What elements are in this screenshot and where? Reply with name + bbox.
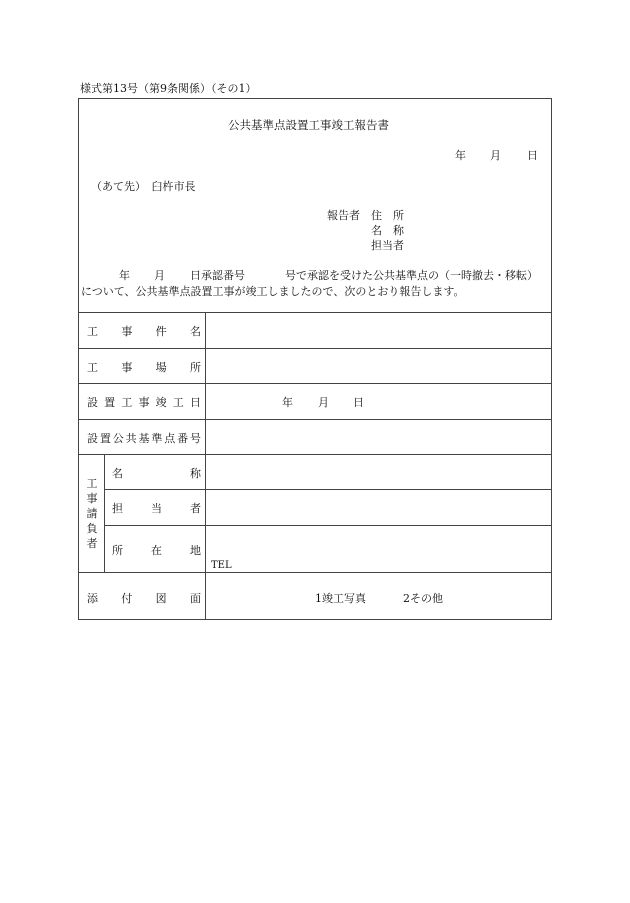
contractor-person-label: 担 当 者 — [112, 502, 201, 515]
attachments-label: 添 付 図 面 — [87, 592, 201, 605]
date-year: 年 — [455, 149, 466, 162]
row-divider — [79, 383, 551, 384]
reporter-label: 報告者 — [327, 209, 360, 222]
construction-name-label: 工 事 件 名 — [87, 325, 201, 338]
completion-day: 日 — [353, 396, 364, 409]
document-title: 公共基準点設置工事竣工報告書 — [228, 118, 389, 132]
table-top-line — [79, 312, 551, 313]
reporter-person-label: 担当者 — [371, 239, 404, 252]
attachment-photos: 1竣工写真 — [315, 592, 366, 605]
contractor-location-label: 所 在 地 — [112, 544, 201, 557]
addressee: （あて先） 臼杵市長 — [91, 180, 196, 193]
body-line1-rest: 号で承認を受けた公共基準点の（一時撤去・移転） — [285, 269, 538, 282]
contractor-column-divider — [104, 454, 105, 572]
date-month: 月 — [490, 149, 501, 162]
completion-year: 年 — [282, 396, 293, 409]
body-year: 年 — [119, 269, 130, 282]
construction-place-label: 工 事 場 所 — [87, 361, 201, 374]
row-divider — [79, 572, 551, 573]
date-line — [455, 147, 538, 163]
row-divider — [104, 525, 551, 526]
body-month: 月 — [154, 269, 165, 282]
row-divider — [79, 419, 551, 420]
body-text-line-2: について、公共基準点設置工事が竣工しましたので、次のとおり報告します。 — [81, 285, 465, 298]
completion-date-value — [282, 394, 364, 410]
contractor-tel-label: TEL — [211, 560, 232, 571]
body-day-approval: 日承認番号 — [190, 269, 245, 282]
form-number-label: 様式第13号（第9条関係）（その1） — [80, 82, 257, 95]
contractor-label: 工 事 請 負 者 — [86, 477, 98, 550]
row-divider — [79, 348, 551, 349]
completion-month: 月 — [318, 396, 329, 409]
attachment-other: 2その他 — [403, 592, 443, 605]
row-divider — [79, 454, 551, 455]
completion-date-label: 設 置 工 事 竣 工 日 — [87, 396, 201, 409]
report-form — [78, 98, 552, 620]
row-divider — [104, 489, 551, 490]
contractor-name-label: 名 称 — [112, 467, 201, 480]
reporter-name-label: 名 称 — [371, 224, 404, 237]
date-day: 日 — [527, 149, 538, 162]
reporter-address-label: 住 所 — [371, 209, 404, 222]
column-divider — [205, 312, 206, 619]
point-number-label: 設 置 公 共 基 準 点 番 号 — [87, 432, 201, 445]
